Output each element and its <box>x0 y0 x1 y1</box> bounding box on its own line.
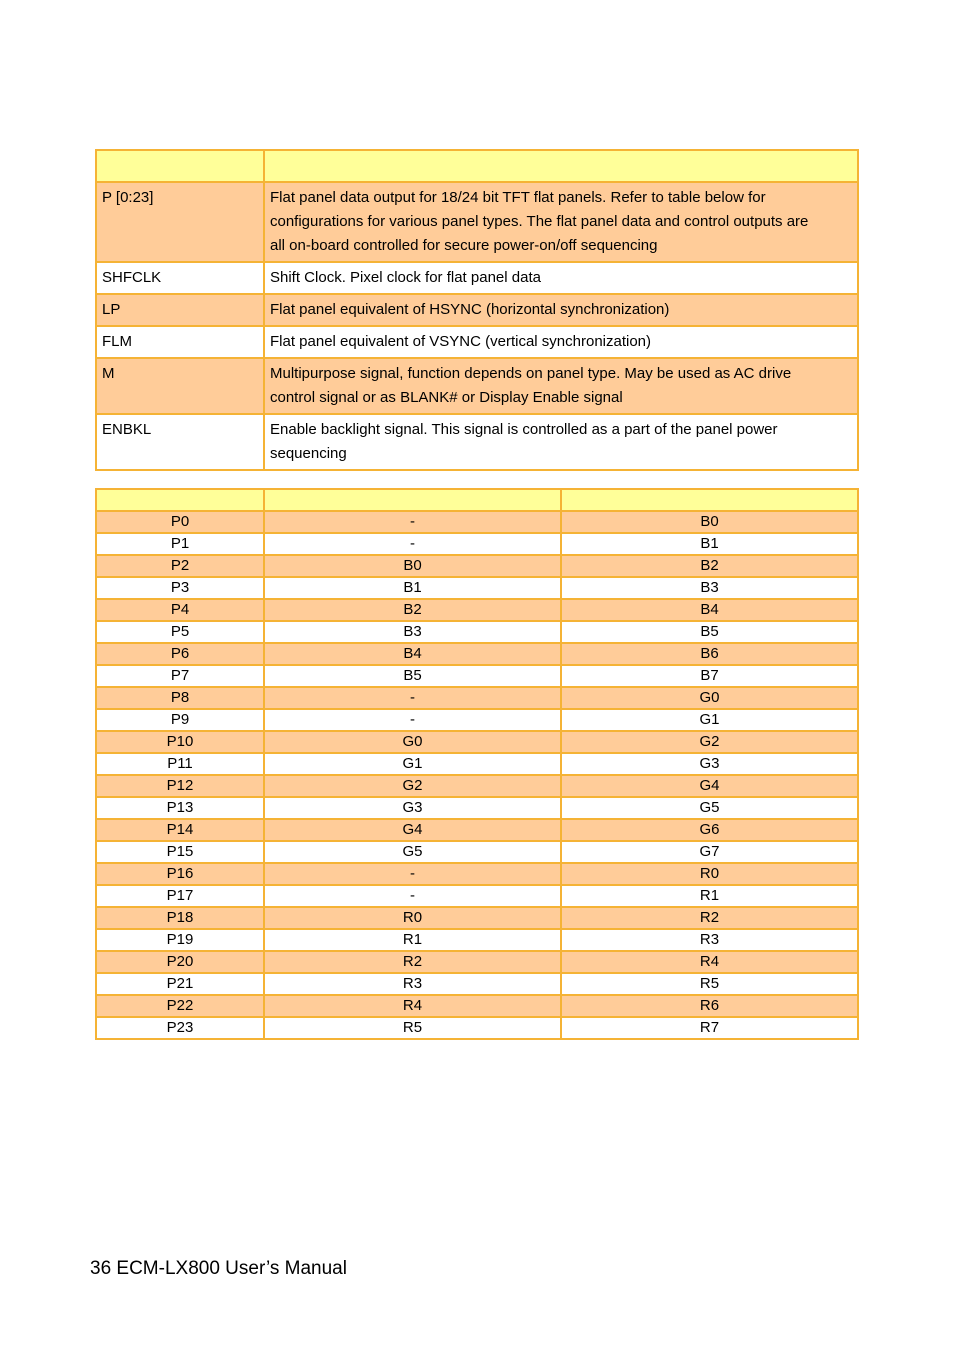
mapping-cell: P19 <box>96 929 264 951</box>
mapping-cell: P3 <box>96 577 264 599</box>
description-line: all on-board controlled for secure power-on/off sequencing <box>270 237 658 254</box>
description-line: Shift Clock. Pixel clock for flat panel data <box>270 269 541 286</box>
mapping-header-cell <box>561 489 858 511</box>
description-line: configurations for various panel types. The flat panel data and control outputs are <box>270 213 809 230</box>
mapping-row <box>96 863 858 885</box>
signal-name-cell: FLM <box>96 326 264 358</box>
signal-row <box>96 326 858 358</box>
mapping-cell: B3 <box>561 577 858 599</box>
mapping-cell: P23 <box>96 1017 264 1039</box>
mapping-cell: P13 <box>96 797 264 819</box>
signal-description-cell <box>264 294 858 326</box>
mapping-cell: G5 <box>561 797 858 819</box>
signal-description-cell <box>264 414 858 470</box>
signal-header-cell <box>96 150 264 182</box>
description-line: Flat panel data output for 18/24 bit TFT flat panels. Refer to table below for <box>270 189 766 206</box>
mapping-cell: P2 <box>96 555 264 577</box>
mapping-cell: B1 <box>264 577 561 599</box>
signal-description-cell <box>264 358 858 414</box>
mapping-cell: G7 <box>561 841 858 863</box>
mapping-cell: G4 <box>561 775 858 797</box>
mapping-row <box>96 929 858 951</box>
mapping-cell: P5 <box>96 621 264 643</box>
mapping-cell: P6 <box>96 643 264 665</box>
mapping-cell: R1 <box>264 929 561 951</box>
mapping-cell: B2 <box>264 599 561 621</box>
mapping-cell: R4 <box>561 951 858 973</box>
mapping-row <box>96 731 858 753</box>
signal-table-header-row <box>96 150 858 182</box>
mapping-table-body <box>96 489 858 1039</box>
signal-description-table <box>95 149 859 471</box>
mapping-cell: R2 <box>264 951 561 973</box>
signal-description-cell <box>264 326 858 358</box>
mapping-cell: G0 <box>561 687 858 709</box>
mapping-cell: G5 <box>264 841 561 863</box>
signal-description-cell <box>264 182 858 262</box>
mapping-cell: R4 <box>264 995 561 1017</box>
mapping-row <box>96 665 858 687</box>
mapping-cell: R0 <box>264 907 561 929</box>
signal-row <box>96 358 858 414</box>
mapping-row <box>96 973 858 995</box>
signal-name-cell: P [0:23] <box>96 182 264 262</box>
signal-row <box>96 182 858 262</box>
mapping-row <box>96 907 858 929</box>
signal-table-body <box>96 150 858 470</box>
mapping-table-header-row <box>96 489 858 511</box>
mapping-cell: - <box>264 687 561 709</box>
signal-name-cell: LP <box>96 294 264 326</box>
mapping-row <box>96 841 858 863</box>
mapping-row <box>96 885 858 907</box>
mapping-row <box>96 643 858 665</box>
mapping-row <box>96 621 858 643</box>
mapping-cell: G1 <box>561 709 858 731</box>
mapping-cell: P16 <box>96 863 264 885</box>
mapping-cell: P12 <box>96 775 264 797</box>
mapping-cell: R6 <box>561 995 858 1017</box>
mapping-cell: B0 <box>264 555 561 577</box>
description-line: Flat panel equivalent of HSYNC (horizontal synchronization) <box>270 301 670 318</box>
description-line: sequencing <box>270 445 347 462</box>
mapping-cell: G2 <box>561 731 858 753</box>
panel-data-mapping-table <box>95 488 859 1040</box>
mapping-cell: - <box>264 709 561 731</box>
mapping-header-cell <box>96 489 264 511</box>
mapping-cell: P18 <box>96 907 264 929</box>
mapping-cell: - <box>264 511 561 533</box>
mapping-cell: B4 <box>561 599 858 621</box>
mapping-cell: R2 <box>561 907 858 929</box>
mapping-cell: - <box>264 533 561 555</box>
mapping-cell: B5 <box>561 621 858 643</box>
mapping-cell: R5 <box>264 1017 561 1039</box>
mapping-cell: P15 <box>96 841 264 863</box>
mapping-cell: P9 <box>96 709 264 731</box>
mapping-cell: G1 <box>264 753 561 775</box>
mapping-row <box>96 599 858 621</box>
mapping-cell: B0 <box>561 511 858 533</box>
mapping-cell: P1 <box>96 533 264 555</box>
mapping-cell: P20 <box>96 951 264 973</box>
description-header-cell <box>264 150 858 182</box>
page-footer: 36 ECM-LX800 User’s Manual <box>90 1258 347 1279</box>
signal-name-cell: M <box>96 358 264 414</box>
signal-description-cell <box>264 262 858 294</box>
mapping-cell: G4 <box>264 819 561 841</box>
mapping-cell: P11 <box>96 753 264 775</box>
mapping-cell: B2 <box>561 555 858 577</box>
mapping-cell: B1 <box>561 533 858 555</box>
mapping-cell: R3 <box>561 929 858 951</box>
signal-row <box>96 294 858 326</box>
mapping-row <box>96 753 858 775</box>
mapping-cell: P4 <box>96 599 264 621</box>
mapping-row <box>96 951 858 973</box>
signal-row <box>96 262 858 294</box>
mapping-cell: P10 <box>96 731 264 753</box>
description-line: control signal or as BLANK# or Display Enable signal <box>270 389 623 406</box>
mapping-cell: G2 <box>264 775 561 797</box>
mapping-cell: - <box>264 863 561 885</box>
mapping-row <box>96 687 858 709</box>
mapping-row <box>96 533 858 555</box>
signal-name-cell: ENBKL <box>96 414 264 470</box>
mapping-row <box>96 995 858 1017</box>
description-line: Multipurpose signal, function depends on panel type. May be used as AC drive <box>270 365 792 382</box>
mapping-cell: P8 <box>96 687 264 709</box>
mapping-row <box>96 511 858 533</box>
mapping-cell: B6 <box>561 643 858 665</box>
mapping-cell: G0 <box>264 731 561 753</box>
mapping-cell: P21 <box>96 973 264 995</box>
mapping-cell: P17 <box>96 885 264 907</box>
mapping-cell: R7 <box>561 1017 858 1039</box>
mapping-cell: R5 <box>561 973 858 995</box>
mapping-cell: G3 <box>264 797 561 819</box>
mapping-row <box>96 819 858 841</box>
description-line: Enable backlight signal. This signal is controlled as a part of the panel power <box>270 421 778 438</box>
mapping-row <box>96 577 858 599</box>
mapping-cell: P22 <box>96 995 264 1017</box>
mapping-cell: P0 <box>96 511 264 533</box>
description-line: Flat panel equivalent of VSYNC (vertical synchronization) <box>270 333 652 350</box>
mapping-cell: R3 <box>264 973 561 995</box>
mapping-cell: - <box>264 885 561 907</box>
mapping-cell: B5 <box>264 665 561 687</box>
mapping-row <box>96 775 858 797</box>
mapping-header-cell <box>264 489 561 511</box>
signal-name-cell: SHFCLK <box>96 262 264 294</box>
mapping-cell: P7 <box>96 665 264 687</box>
mapping-cell: R0 <box>561 863 858 885</box>
mapping-cell: B4 <box>264 643 561 665</box>
mapping-row <box>96 1017 858 1039</box>
mapping-row <box>96 709 858 731</box>
mapping-cell: P14 <box>96 819 264 841</box>
mapping-cell: G6 <box>561 819 858 841</box>
mapping-cell: B3 <box>264 621 561 643</box>
mapping-cell: G3 <box>561 753 858 775</box>
signal-row <box>96 414 858 470</box>
mapping-row <box>96 797 858 819</box>
mapping-cell: B7 <box>561 665 858 687</box>
mapping-row <box>96 555 858 577</box>
mapping-cell: R1 <box>561 885 858 907</box>
